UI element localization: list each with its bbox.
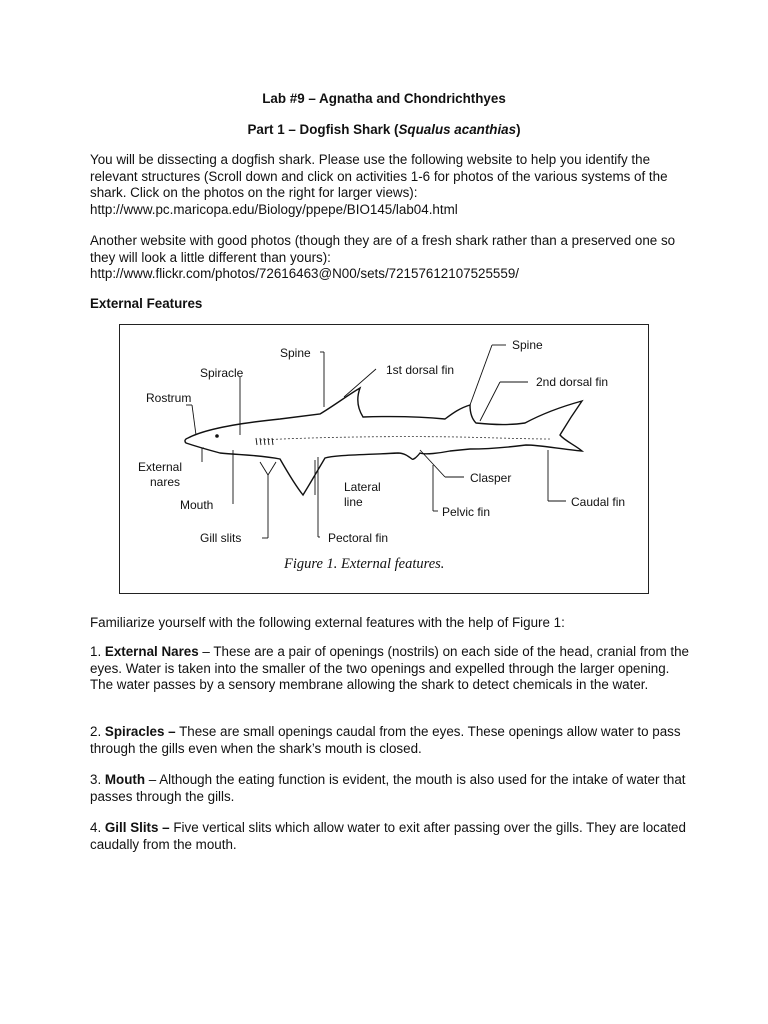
label-lateral-line-2: line (344, 495, 363, 509)
gill-slits-marks (256, 438, 273, 445)
item-description: Five vertical slits which allow water to exit after passing over the gills. They are located caudally from the mouth. (90, 820, 686, 852)
part-heading (0, 122, 768, 137)
label-external-nares-line1: External (138, 460, 183, 474)
item-description: These are small openings caudal from the eyes. These openings allow water to pass through the gills even when the shark’s mouth is closed. (90, 724, 681, 756)
url-maricopa: http://www.pc.maricopa.edu/Biology/ppepe/BIO145/lab04.html (90, 201, 458, 217)
label-external-nares-line2: nares (150, 475, 181, 489)
label-mouth: Mouth (180, 498, 214, 512)
item-dash: – (145, 772, 160, 787)
shark-eye (215, 434, 219, 438)
label-clasper: Clasper (470, 471, 512, 485)
label-second-dorsal-fin: 2nd dorsal fin (536, 375, 609, 389)
item-term: Mouth (104, 772, 146, 787)
label-spine-front: Spine (280, 346, 311, 360)
item-term: Gill Slits – (104, 820, 170, 835)
shark-diagram (120, 325, 650, 595)
item-number: 3. (90, 772, 105, 787)
item-gill-slits (90, 820, 690, 853)
label-pelvic-fin: Pelvic fin (442, 505, 491, 519)
item-number: 1. (90, 644, 105, 659)
label-first-dorsal-fin: 1st dorsal fin (386, 363, 455, 377)
item-spiracles (90, 724, 690, 757)
item-description: These are a pair of openings (nostrils) on each side of the head, cranial from the eyes. Water is taken into the smaller of the two openings and expelled through the larger opening. The water passes by a sensory membrane allowing the shark to detect chemicals in the water. (90, 644, 689, 692)
intro-paragraph-1 (90, 152, 690, 218)
part-heading-prefix: Part 1 – Dogfish Shark ( (247, 122, 399, 137)
label-spiracle: Spiracle (200, 366, 244, 380)
label-lateral-line-1: Lateral (344, 480, 381, 494)
figure-caption: Figure 1. External features. (284, 556, 445, 572)
intro-text-2: Another website with good photos (though they are of a fresh shark rather than a preserved one so they will look a little different than yours): (90, 233, 676, 265)
intro-paragraph-2 (90, 233, 690, 283)
item-mouth (90, 772, 690, 805)
label-caudal-fin: Caudal fin (571, 495, 626, 509)
figure-external-features (119, 324, 649, 594)
url-flickr: http://www.flickr.com/photos/72616463@N00/sets/72157612107525559/ (90, 266, 519, 281)
shark-body-outline (185, 388, 582, 495)
part-heading-suffix: ) (516, 122, 521, 137)
item-term: Spiracles – (104, 724, 176, 739)
item-term: External Nares (104, 644, 199, 659)
label-gill-slits: Gill slits (200, 531, 242, 545)
item-external-nares (90, 644, 690, 694)
item-number: 2. (90, 724, 105, 739)
item-description: Although the eating function is evident, the mouth is also used for the intake of water that passes through the gills. (90, 772, 686, 804)
lateral-line-mark (260, 437, 550, 440)
label-pectoral-fin: Pectoral fin (328, 531, 389, 545)
lab-title: Lab #9 – Agnatha and Chondrichthyes (262, 91, 506, 106)
item-dash: – (198, 644, 214, 659)
section-heading-external-features: External Features (90, 296, 203, 311)
label-spine-rear: Spine (512, 338, 543, 352)
intro-text-1: You will be dissecting a dogfish shark. Please use the following website to help you identify the relevant structures (Scroll down and click on activities 1-6 for photos of the various systems of the shark. Click on the photos on the right for larger views): (90, 152, 668, 200)
item-number: 4. (90, 820, 105, 835)
label-rostrum: Rostrum (146, 391, 192, 405)
familiarize-instruction: Familiarize yourself with the following external features with the help of Figure 1: (90, 615, 565, 630)
species-name: Squalus acanthias (398, 122, 517, 137)
